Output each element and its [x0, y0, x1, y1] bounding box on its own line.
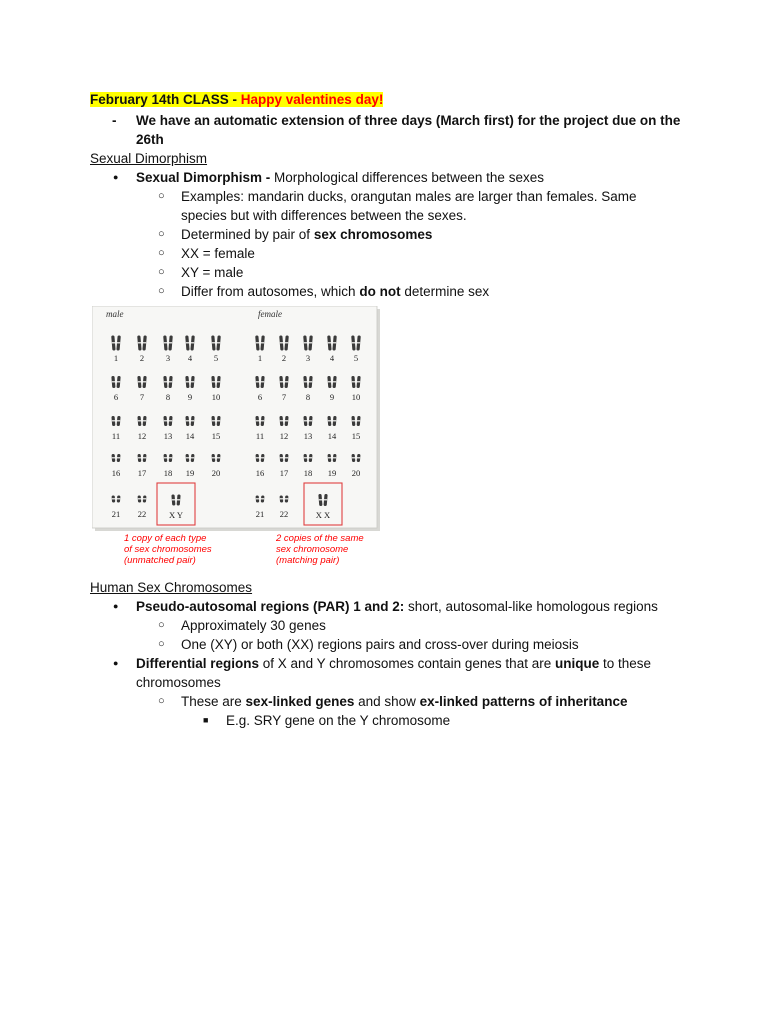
- circle-bullet: ○: [158, 266, 165, 278]
- male-number-1: 1: [113, 353, 119, 363]
- male-number-15: 15: [211, 431, 221, 441]
- female-number-5: 5: [353, 353, 359, 363]
- term-sexual-dimorphism: Sexual Dimorphism -: [136, 170, 275, 185]
- class-title: [90, 90, 690, 109]
- circle-bullet: ○: [158, 619, 165, 631]
- female-number-11: 11: [255, 431, 265, 441]
- sex-linked-genes-bold: sex-linked genes: [245, 694, 355, 709]
- differential-term: Differential regions: [136, 656, 260, 671]
- male-label: male: [106, 309, 124, 319]
- caption-right: [276, 533, 396, 566]
- female-sex-label: X X: [315, 510, 331, 520]
- circle-bullet: ○: [158, 638, 165, 650]
- female-number-18: 18: [303, 468, 313, 478]
- circle-bullet: ○: [158, 695, 165, 707]
- disc-bullet: ●: [113, 601, 119, 611]
- disc-bullet: ●: [113, 658, 119, 668]
- male-sex-label: X Y: [168, 510, 184, 520]
- differential-tail-text: to these chromosomes: [136, 656, 652, 690]
- female-number-14: 14: [327, 431, 337, 441]
- do-not-bold: do not: [359, 284, 401, 299]
- female-number-1: 1: [257, 353, 263, 363]
- differ-tail-text: determine sex: [400, 284, 490, 299]
- par-genes-text: Approximately 30 genes: [181, 618, 326, 633]
- section-heading-human-sex-chromosomes: Human Sex Chromosomes: [90, 580, 253, 595]
- female-number-8: 8: [305, 392, 311, 402]
- karyotype-diagram: [92, 306, 382, 538]
- male-number-14: 14: [185, 431, 195, 441]
- male-number-4: 4: [187, 353, 193, 363]
- caption-right-line-3: (matching pair): [276, 555, 340, 566]
- figure-captions: [92, 533, 392, 583]
- male-number-18: 18: [163, 468, 173, 478]
- female-number-15: 15: [351, 431, 361, 441]
- sub-examples: [90, 187, 641, 225]
- female-number-10: 10: [351, 392, 361, 402]
- sub-xx: [90, 244, 690, 263]
- circle-bullet: ○: [158, 228, 165, 240]
- female-number-19: 19: [327, 468, 337, 478]
- male-number-3: 3: [165, 353, 171, 363]
- circle-bullet: ○: [158, 190, 165, 202]
- sub-par-genes: [90, 616, 690, 635]
- female-number-4: 4: [329, 353, 335, 363]
- male-number-6: 6: [113, 392, 119, 402]
- date-highlight: [90, 92, 383, 107]
- differential-text: of X and Y chromosomes contain genes that are: [259, 656, 555, 671]
- announcement-text: We have an automatic extension of three days (March first) for the project due on the 26th: [136, 113, 681, 147]
- male-number-9: 9: [187, 392, 193, 402]
- determined-text: Determined by pair of: [181, 227, 314, 242]
- disc-bullet: ●: [113, 172, 119, 182]
- square-bullet: ■: [203, 715, 209, 725]
- male-number-16: 16: [111, 468, 121, 478]
- announcement-item: [90, 111, 690, 149]
- female-number-2: 2: [281, 353, 287, 363]
- par-crossover-text: One (XY) or both (XX) regions pairs and cross-over during meiosis: [181, 637, 579, 652]
- karyotype-figure: [92, 306, 382, 538]
- male-number-17: 17: [137, 468, 147, 478]
- male-number-13: 13: [163, 431, 173, 441]
- examples-text: Examples: mandarin ducks, orangutan males are larger than females. Same species but with differences between the sexes.: [181, 189, 637, 223]
- sub-sex-linked: [90, 692, 690, 711]
- male-number-7: 7: [139, 392, 145, 402]
- male-number-2: 2: [139, 353, 145, 363]
- par-term: Pseudo-autosomal regions (PAR) 1 and 2:: [136, 599, 405, 614]
- male-number-12: 12: [137, 431, 147, 441]
- male-number-8: 8: [165, 392, 171, 402]
- definition-text: Morphological differences between the sexes: [274, 170, 544, 185]
- dash-marker: -: [112, 113, 117, 128]
- female-number-9: 9: [329, 392, 335, 402]
- female-number-16: 16: [255, 468, 265, 478]
- circle-bullet: ○: [158, 247, 165, 259]
- male-number-11: 11: [111, 431, 121, 441]
- bullet-differential: [90, 654, 666, 692]
- female-number-3: 3: [305, 353, 311, 363]
- female-number-6: 6: [257, 392, 263, 402]
- male-number-21: 21: [111, 509, 121, 519]
- caption-left: [124, 533, 244, 566]
- caption-left-line-3: (unmatched pair): [124, 555, 196, 566]
- female-number-12: 12: [279, 431, 289, 441]
- male-number-20: 20: [211, 468, 221, 478]
- xy-text: XY = male: [181, 265, 244, 280]
- caption-right-line-2: sex chromosome: [276, 544, 349, 555]
- differ-text: Differ from autosomes, which: [181, 284, 360, 299]
- male-number-19: 19: [185, 468, 195, 478]
- male-number-22: 22: [137, 509, 147, 519]
- female-number-21: 21: [255, 509, 265, 519]
- par-text: short, autosomal-like homologous regions: [404, 599, 658, 614]
- bullet-sexual-dimorphism: [90, 168, 690, 187]
- section-heading-sexual-dimorphism: Sexual Dimorphism: [90, 151, 208, 166]
- sex-linked-mid: and show: [354, 694, 420, 709]
- unique-bold: unique: [554, 656, 600, 671]
- sry-text: E.g. SRY gene on the Y chromosome: [226, 713, 451, 728]
- caption-left-line-2: of sex chromosomes: [124, 544, 212, 555]
- caption-left-line-1: 1 copy of each type: [124, 533, 207, 544]
- sub-determined: [90, 225, 690, 244]
- female-label: female: [258, 309, 282, 319]
- female-number-22: 22: [279, 509, 289, 519]
- sub-par-crossover: [90, 635, 690, 654]
- sub-sry: [90, 711, 690, 730]
- male-number-5: 5: [213, 353, 219, 363]
- female-number-20: 20: [351, 468, 361, 478]
- male-number-10: 10: [211, 392, 221, 402]
- female-number-13: 13: [303, 431, 313, 441]
- female-number-17: 17: [279, 468, 289, 478]
- document-body: [90, 90, 690, 730]
- greeting-text: Happy valentines day!: [240, 92, 384, 107]
- inheritance-bold: ex-linked patterns of inheritance: [419, 694, 628, 709]
- caption-right-line-1: 2 copies of the same: [276, 533, 364, 544]
- bullet-par: [90, 597, 690, 616]
- xx-text: XX = female: [181, 246, 255, 261]
- date-text: February 14th CLASS -: [90, 92, 241, 107]
- sub-xy: [90, 263, 690, 282]
- sex-chromosomes-bold: sex chromosomes: [313, 227, 433, 242]
- sex-linked-pre: These are: [181, 694, 246, 709]
- circle-bullet: ○: [158, 285, 165, 297]
- female-number-7: 7: [281, 392, 287, 402]
- sub-differ: [90, 282, 690, 301]
